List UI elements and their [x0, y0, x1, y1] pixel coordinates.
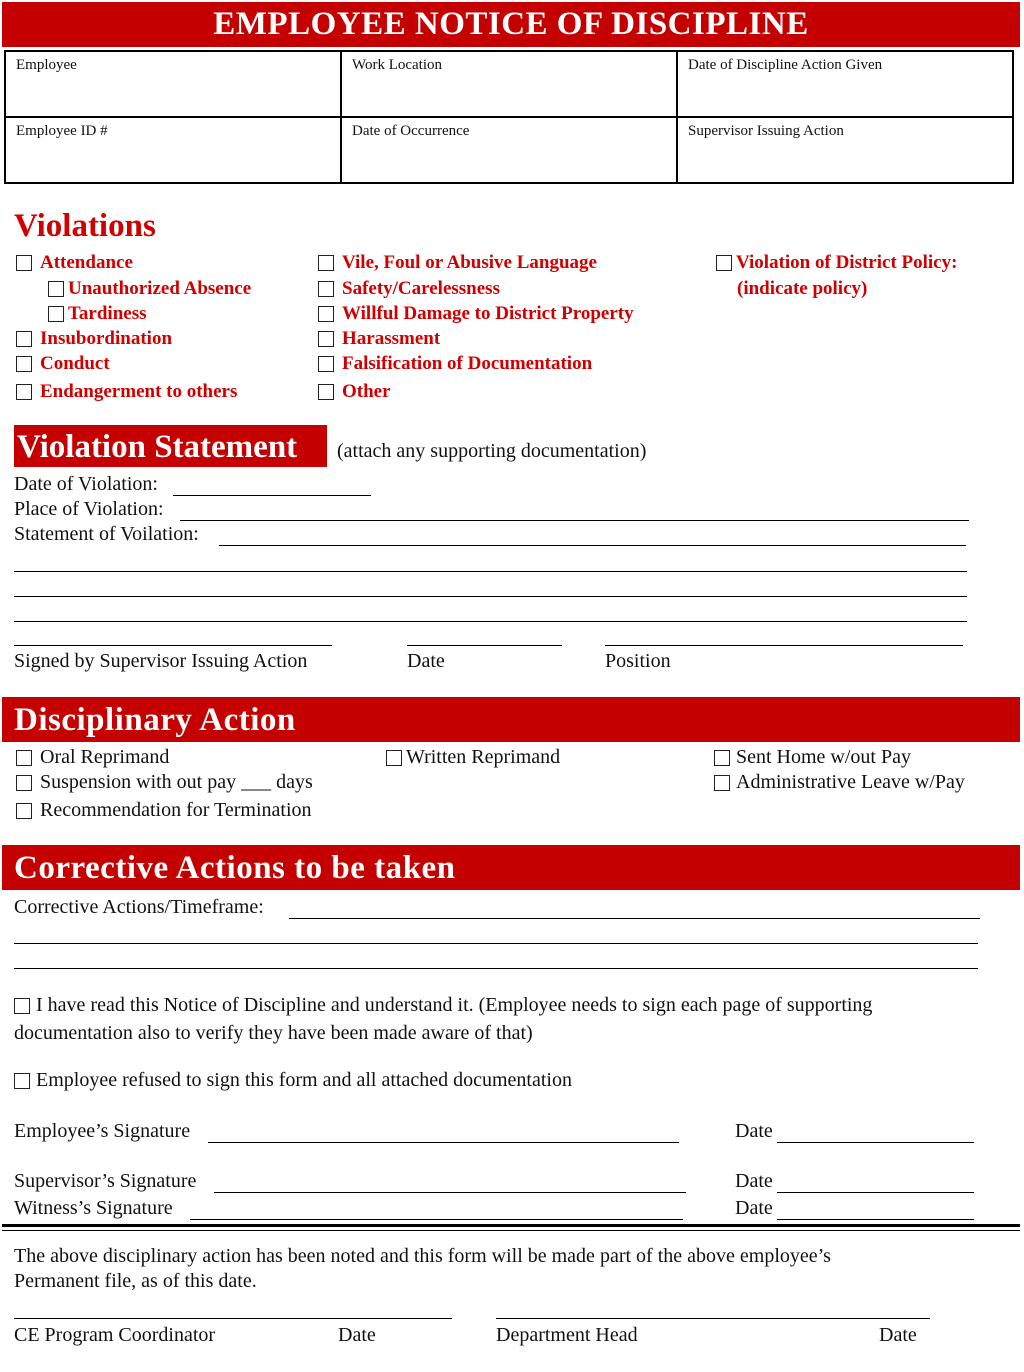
divider — [2, 1230, 1020, 1231]
witness-signature-label: Witness’s Signature — [14, 1197, 173, 1219]
violation-unauthorized-absence[interactable]: Unauthorized Absence — [48, 278, 251, 300]
violation-conduct[interactable]: Conduct — [16, 353, 110, 375]
checkbox[interactable] — [16, 331, 32, 347]
checkbox[interactable] — [318, 306, 334, 322]
checkbox[interactable] — [14, 1073, 30, 1089]
corrective-line[interactable] — [289, 918, 980, 919]
date-given-field[interactable]: Date of Discipline Action Given — [677, 51, 1013, 117]
option-suspension[interactable]: Suspension with out pay ___ days — [16, 771, 313, 794]
footer-note: The above disciplinary action has been noted and this form will be made part of the above employee’s — [14, 1245, 831, 1267]
violation-policy[interactable]: Violation of District Policy: — [716, 252, 957, 274]
signed-by-label: Signed by Supervisor Issuing Action — [14, 650, 308, 672]
statement-heading: Violation Statement — [14, 425, 327, 467]
employee-id-field[interactable]: Employee ID # — [5, 117, 341, 183]
coordinator-label: CE Program Coordinator — [14, 1324, 216, 1346]
acknowledge-read[interactable]: I have read this Notice of Discipline and understand it. (Employee needs to sign each page of supporting — [14, 994, 872, 1017]
statement-line[interactable] — [14, 596, 967, 597]
checkbox[interactable] — [14, 998, 30, 1014]
violation-harassment[interactable]: Harassment — [318, 328, 440, 350]
acknowledge-read-continued: documentation also to verify they have been made aware of that) — [14, 1022, 533, 1044]
option-termination[interactable]: Recommendation for Termination — [16, 799, 312, 822]
date-label: Date — [407, 650, 445, 672]
checkbox[interactable] — [386, 750, 402, 766]
coordinator-signature-line[interactable] — [14, 1318, 452, 1319]
checkbox[interactable] — [716, 255, 732, 271]
witness-date-line[interactable] — [777, 1219, 974, 1220]
statement-line[interactable] — [14, 621, 967, 622]
violations-heading: Violations — [14, 208, 156, 244]
employee-date-line[interactable] — [777, 1142, 974, 1143]
violation-falsification[interactable]: Falsification of Documentation — [318, 353, 592, 375]
violation-policy-note: (indicate policy) — [737, 278, 868, 299]
work-location-field[interactable]: Work Location — [341, 51, 677, 117]
violation-damage[interactable]: Willful Damage to District Property — [318, 303, 634, 325]
supervisor-signature-line[interactable] — [214, 1192, 686, 1193]
employee-signature-label: Employee’s Signature — [14, 1120, 191, 1142]
dept-head-signature-line[interactable] — [496, 1318, 930, 1319]
supervisor-signature-line[interactable] — [14, 645, 332, 646]
violation-other[interactable]: Other — [318, 381, 391, 403]
violation-tardiness[interactable]: Tardiness — [48, 303, 147, 325]
checkbox[interactable] — [714, 750, 730, 766]
checkbox[interactable] — [16, 356, 32, 372]
checkbox[interactable] — [16, 384, 32, 400]
statement-note: (attach any supporting documentation) — [337, 440, 647, 462]
employee-field[interactable]: Employee — [5, 51, 341, 117]
checkbox[interactable] — [318, 255, 334, 271]
witness-signature-line[interactable] — [190, 1219, 683, 1220]
option-oral-reprimand[interactable]: Oral Reprimand — [16, 746, 169, 769]
checkbox[interactable] — [318, 356, 334, 372]
corrective-line[interactable] — [14, 943, 978, 944]
checkbox[interactable] — [16, 750, 32, 766]
witness-date-label: Date — [735, 1197, 773, 1219]
checkbox[interactable] — [16, 803, 32, 819]
statement-line[interactable] — [14, 571, 967, 572]
checkbox[interactable] — [16, 775, 32, 791]
position-label: Position — [605, 650, 671, 672]
option-written-reprimand[interactable]: Written Reprimand — [386, 746, 560, 769]
acknowledge-refused[interactable]: Employee refused to sign this form and all attached documentation — [14, 1069, 572, 1092]
corrective-line[interactable] — [14, 968, 978, 969]
place-of-violation-line[interactable] — [180, 520, 969, 521]
checkbox[interactable] — [16, 255, 32, 271]
date-of-violation-line[interactable] — [173, 495, 371, 496]
statement-label: Statement of Voilation: — [14, 523, 199, 545]
employee-date-label: Date — [735, 1120, 773, 1142]
violation-safety[interactable]: Safety/Carelessness — [318, 278, 500, 300]
statement-line[interactable] — [219, 545, 966, 546]
dept-head-label: Department Head — [496, 1324, 638, 1346]
checkbox[interactable] — [714, 775, 730, 791]
violation-insubordination[interactable]: Insubordination — [16, 328, 172, 350]
option-admin-leave[interactable]: Administrative Leave w/Pay — [714, 771, 965, 794]
option-sent-home[interactable]: Sent Home w/out Pay — [714, 746, 911, 769]
dept-head-date-label: Date — [879, 1324, 917, 1346]
checkbox[interactable] — [318, 281, 334, 297]
supervisor-field[interactable]: Supervisor Issuing Action — [677, 117, 1013, 183]
coordinator-date-label: Date — [338, 1324, 376, 1346]
checkbox[interactable] — [318, 331, 334, 347]
supervisor-signature-label: Supervisor’s Signature — [14, 1170, 197, 1192]
violation-attendance[interactable]: Attendance — [16, 252, 133, 274]
corrective-timeframe-label: Corrective Actions/Timeframe: — [14, 896, 264, 918]
violation-endangerment[interactable]: Endangerment to others — [16, 381, 237, 403]
position-line[interactable] — [605, 645, 963, 646]
supervisor-date-label: Date — [735, 1170, 773, 1192]
header-fields-table — [4, 50, 1014, 184]
form-title: EMPLOYEE NOTICE OF DISCIPLINE — [2, 2, 1020, 47]
date-of-violation-label: Date of Violation: — [14, 473, 158, 495]
corrective-heading: Corrective Actions to be taken — [2, 845, 1020, 890]
signature-date-line[interactable] — [407, 645, 562, 646]
divider — [2, 1224, 1020, 1227]
checkbox[interactable] — [48, 306, 64, 322]
violation-language[interactable]: Vile, Foul or Abusive Language — [318, 252, 597, 274]
supervisor-date-line[interactable] — [777, 1192, 974, 1193]
checkbox[interactable] — [48, 281, 64, 297]
employee-signature-line[interactable] — [208, 1142, 679, 1143]
footer-note-continued: Permanent file, as of this date. — [14, 1270, 257, 1292]
checkbox[interactable] — [318, 384, 334, 400]
date-occurrence-field[interactable]: Date of Occurrence — [341, 117, 677, 183]
place-of-violation-label: Place of Violation: — [14, 498, 164, 520]
disciplinary-heading: Disciplinary Action — [2, 697, 1020, 742]
